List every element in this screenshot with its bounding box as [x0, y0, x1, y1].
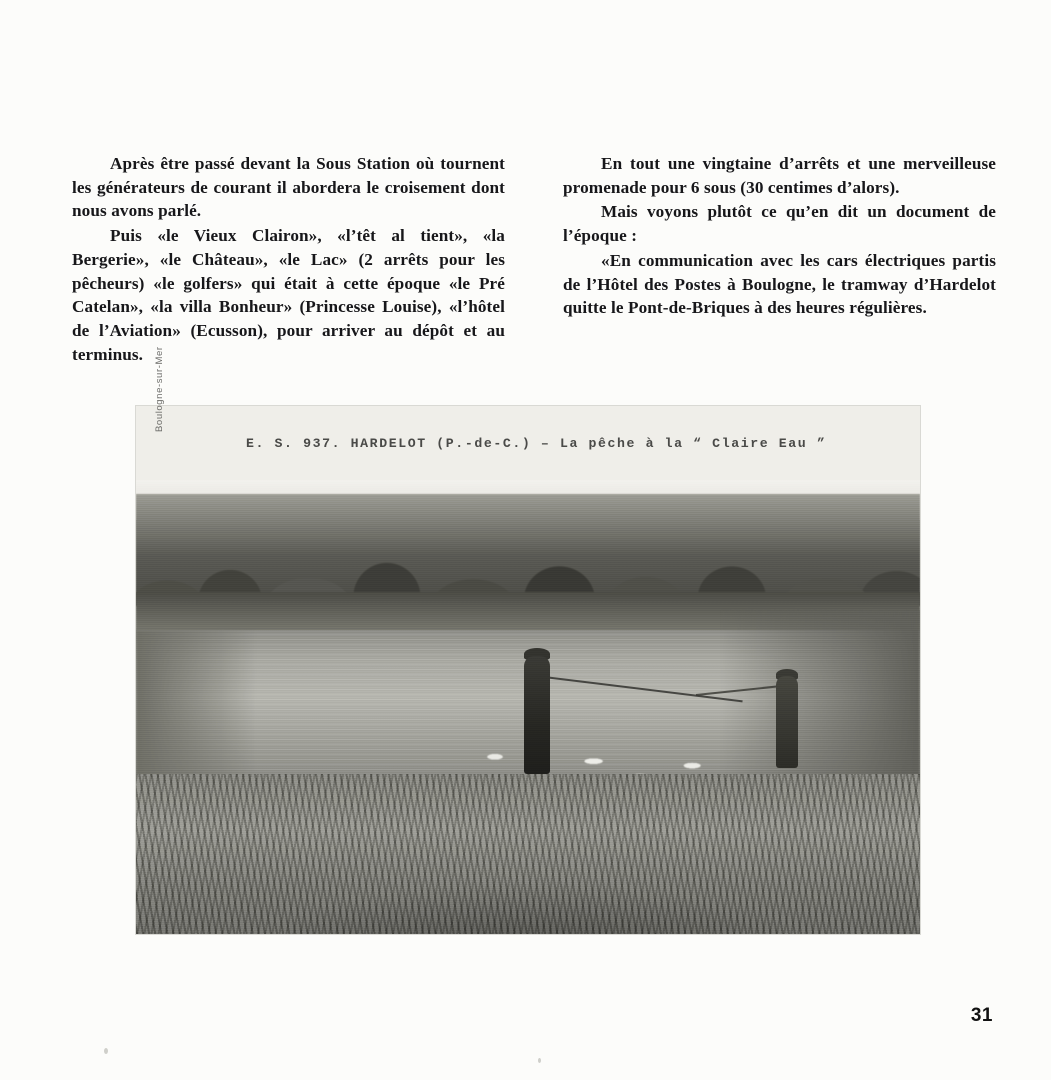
- reeds-right: [720, 610, 920, 790]
- page-number: 31: [970, 1005, 993, 1026]
- angler-primary: [524, 656, 550, 774]
- paragraph: «En communication avec les cars électriques partis de l’Hôtel des Postes à Boulogne, le tramway d’Hardelot quitte le Pont-de-Briques à des heures régulières.: [563, 250, 996, 318]
- text-columns: [72, 152, 997, 368]
- left-column: [72, 152, 505, 368]
- photo-scene: [136, 480, 920, 934]
- paper-speck: [538, 1058, 541, 1063]
- foreground-grass: [136, 774, 920, 934]
- angler-secondary: [776, 676, 798, 768]
- right-column: [563, 152, 996, 368]
- paragraph: En tout une vingtaine d’arrêts et une merveilleuse promenade pour 6 sous (30 centimes d’alors).: [563, 154, 996, 197]
- paragraph: Mais voyons plutôt ce qu’en dit un document de l’époque :: [563, 202, 996, 246]
- paragraph: Puis «le Vieux Clairon», «l’têt al tient», «la Bergerie», «le Château», «le Lac» (2 arrêts pour les pêcheurs) «le golfers» qui était à cette époque «le Pré Catelan», «la villa Bonheur» (Princesse Louise), «l’hôtel de l’Aviation» (Ecusson), pour arriver au dépôt et au terminus.: [72, 226, 505, 364]
- photo-caption: E. S. 937. HARDELOT (P.-de-C.) – La pêche à la “ Claire Eau ”: [246, 436, 827, 451]
- paper-speck: [104, 1048, 108, 1054]
- postcard-photograph: [136, 346, 920, 934]
- reeds-left: [136, 630, 256, 780]
- paragraph: Après être passé devant la Sous Station où tournent les générateurs de courant il abordera le croisement dont nous avons parlé.: [72, 154, 505, 221]
- photo-credit: Boulogne-sur-Mer: [154, 346, 165, 432]
- treeline: [136, 494, 920, 606]
